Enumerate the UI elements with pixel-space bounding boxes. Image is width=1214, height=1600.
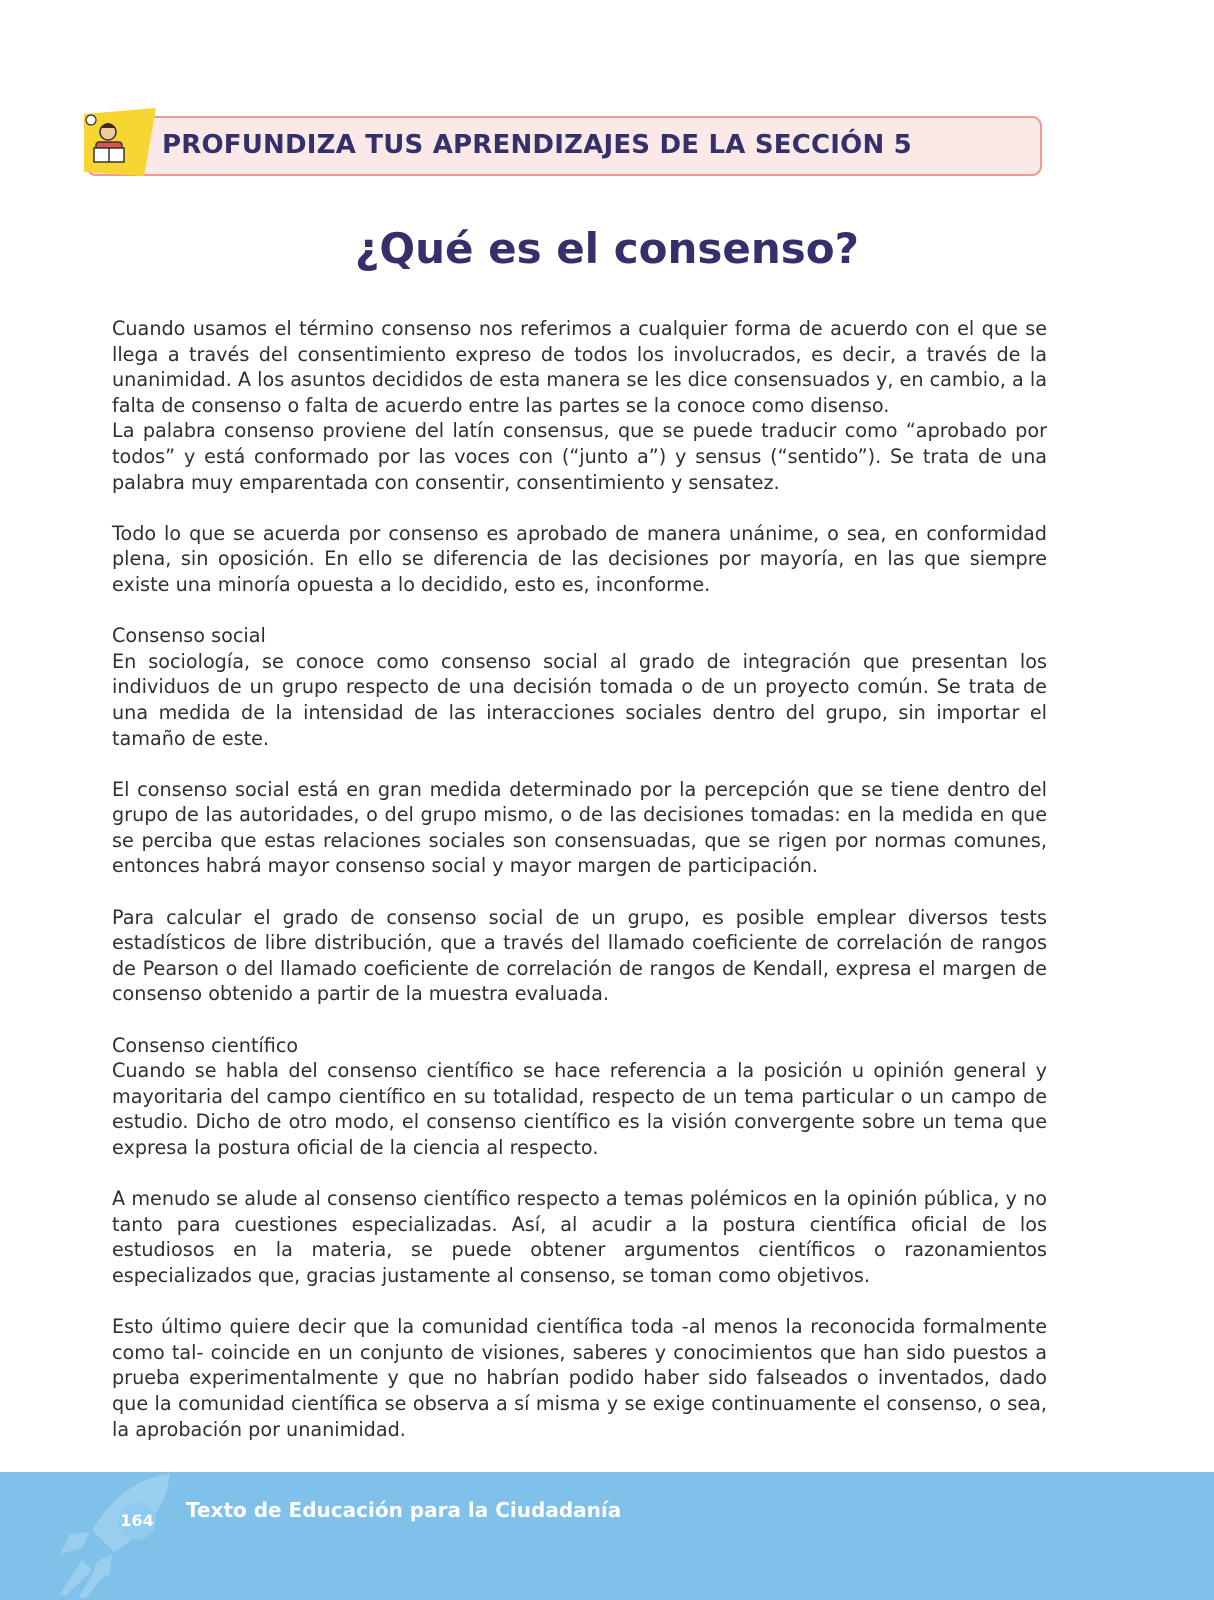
subheading-consenso-cientifico: Consenso científico: [112, 1033, 299, 1057]
page-number: 164: [118, 1502, 156, 1540]
paragraph: A menudo se alude al consenso científico respecto a temas polémicos en la opinión pública, y no tanto para cuestiones especializadas. Así, al acudir a la postura científica oficial de los estudiosos en la materia, se puede obtener argumentos científicos o razonamientos especializados que, gracias justamente al consenso, se toman como objetivos.: [112, 1187, 1047, 1287]
article-body: [112, 316, 1047, 1442]
paragraph: Cuando usamos el término consenso nos referimos a cualquier forma de acuerdo con el que se llega a través del consentimiento expreso de todos los involucrados, es decir, a través de la unanimidad. A los asuntos decididos de esta manera se les dice consensuados y, en cambio, a la falta de consenso o falta de acuerdo entre las partes se la conoce como disenso.: [112, 317, 1047, 417]
paragraph: Esto último quiere decir que la comunidad científica toda -al menos la reconocida formalmente como tal- coincide en un conjunto de visiones, saberes y conocimientos que han sido puestos a prueba experimentalmente y que no habrían podido haber sido falseados o inventados, dado que la comunidad científica se observa a sí misma y se exige continuamente el consenso, o sea, la aprobación por unanimidad.: [112, 1315, 1047, 1441]
paragraph: En sociología, se conoce como consenso social al grado de integración que presentan los individuos de un grupo respecto de una decisión tomada o de un proyecto común. Se trata de una medida de la intensidad de las interacciones sociales dentro del grupo, sin importar el tamaño de este.: [112, 649, 1047, 750]
section-banner: [86, 116, 1042, 176]
paragraph: Todo lo que se acuerda por consenso es aprobado de manera unánime, o sea, en conformidad plena, sin oposición. En ello se diferencia de las decisiones por mayoría, en las que siempre existe una minoría opuesta a lo decidido, esto es, inconforme.: [112, 521, 1047, 596]
section-banner-title: PROFUNDIZA TUS APRENDIZAJES DE LA SECCIÓN 5: [162, 130, 912, 160]
student-reading-icon: [80, 106, 164, 178]
paragraph: Cuando se habla del consenso científico se hace referencia a la posición u opinión general y mayoritaria del campo científico en su totalidad, respecto de un tema particular o un campo de estudio. Dicho de otro modo, el consenso científico es la visión convergente sobre un tema que expresa la postura oficial de la ciencia al respecto.: [112, 1059, 1047, 1159]
rocket-icon: [52, 1470, 192, 1600]
page-title: ¿Qué es el consenso?: [355, 224, 859, 273]
paragraph: Para calcular el grado de consenso social de un grupo, es posible emplear diversos tests estadísticos de libre distribución, que a través del llamado coeficiente de correlación de rangos de Pearson o del llamado coeficiente de correlación de rangos de Kendall, expresa el margen de consenso obtenido a partir de la muestra evaluada.: [112, 905, 1047, 1006]
paragraph: El consenso social está en gran medida determinado por la percepción que se tiene dentro del grupo de las autoridades, o del grupo mismo, o de las decisiones tomadas: en la medida en que se perciba que estas relaciones sociales son consensuadas, que se rigen por normas comunes, entonces habrá mayor consenso social y mayor margen de participación.: [112, 777, 1047, 878]
paragraph: La palabra consenso proviene del latín consensus, que se puede traducir como “aprobado por todos” y está conformado por las voces con (“junto a”) y sensus (“sentido”). Se trata de una palabra muy emparentada con consentir, consentimiento y sensatez.: [112, 419, 1047, 494]
subheading-consenso-social: Consenso social: [112, 624, 266, 648]
footer-book-title: Texto de Educación para la Ciudadanía: [186, 1498, 622, 1522]
